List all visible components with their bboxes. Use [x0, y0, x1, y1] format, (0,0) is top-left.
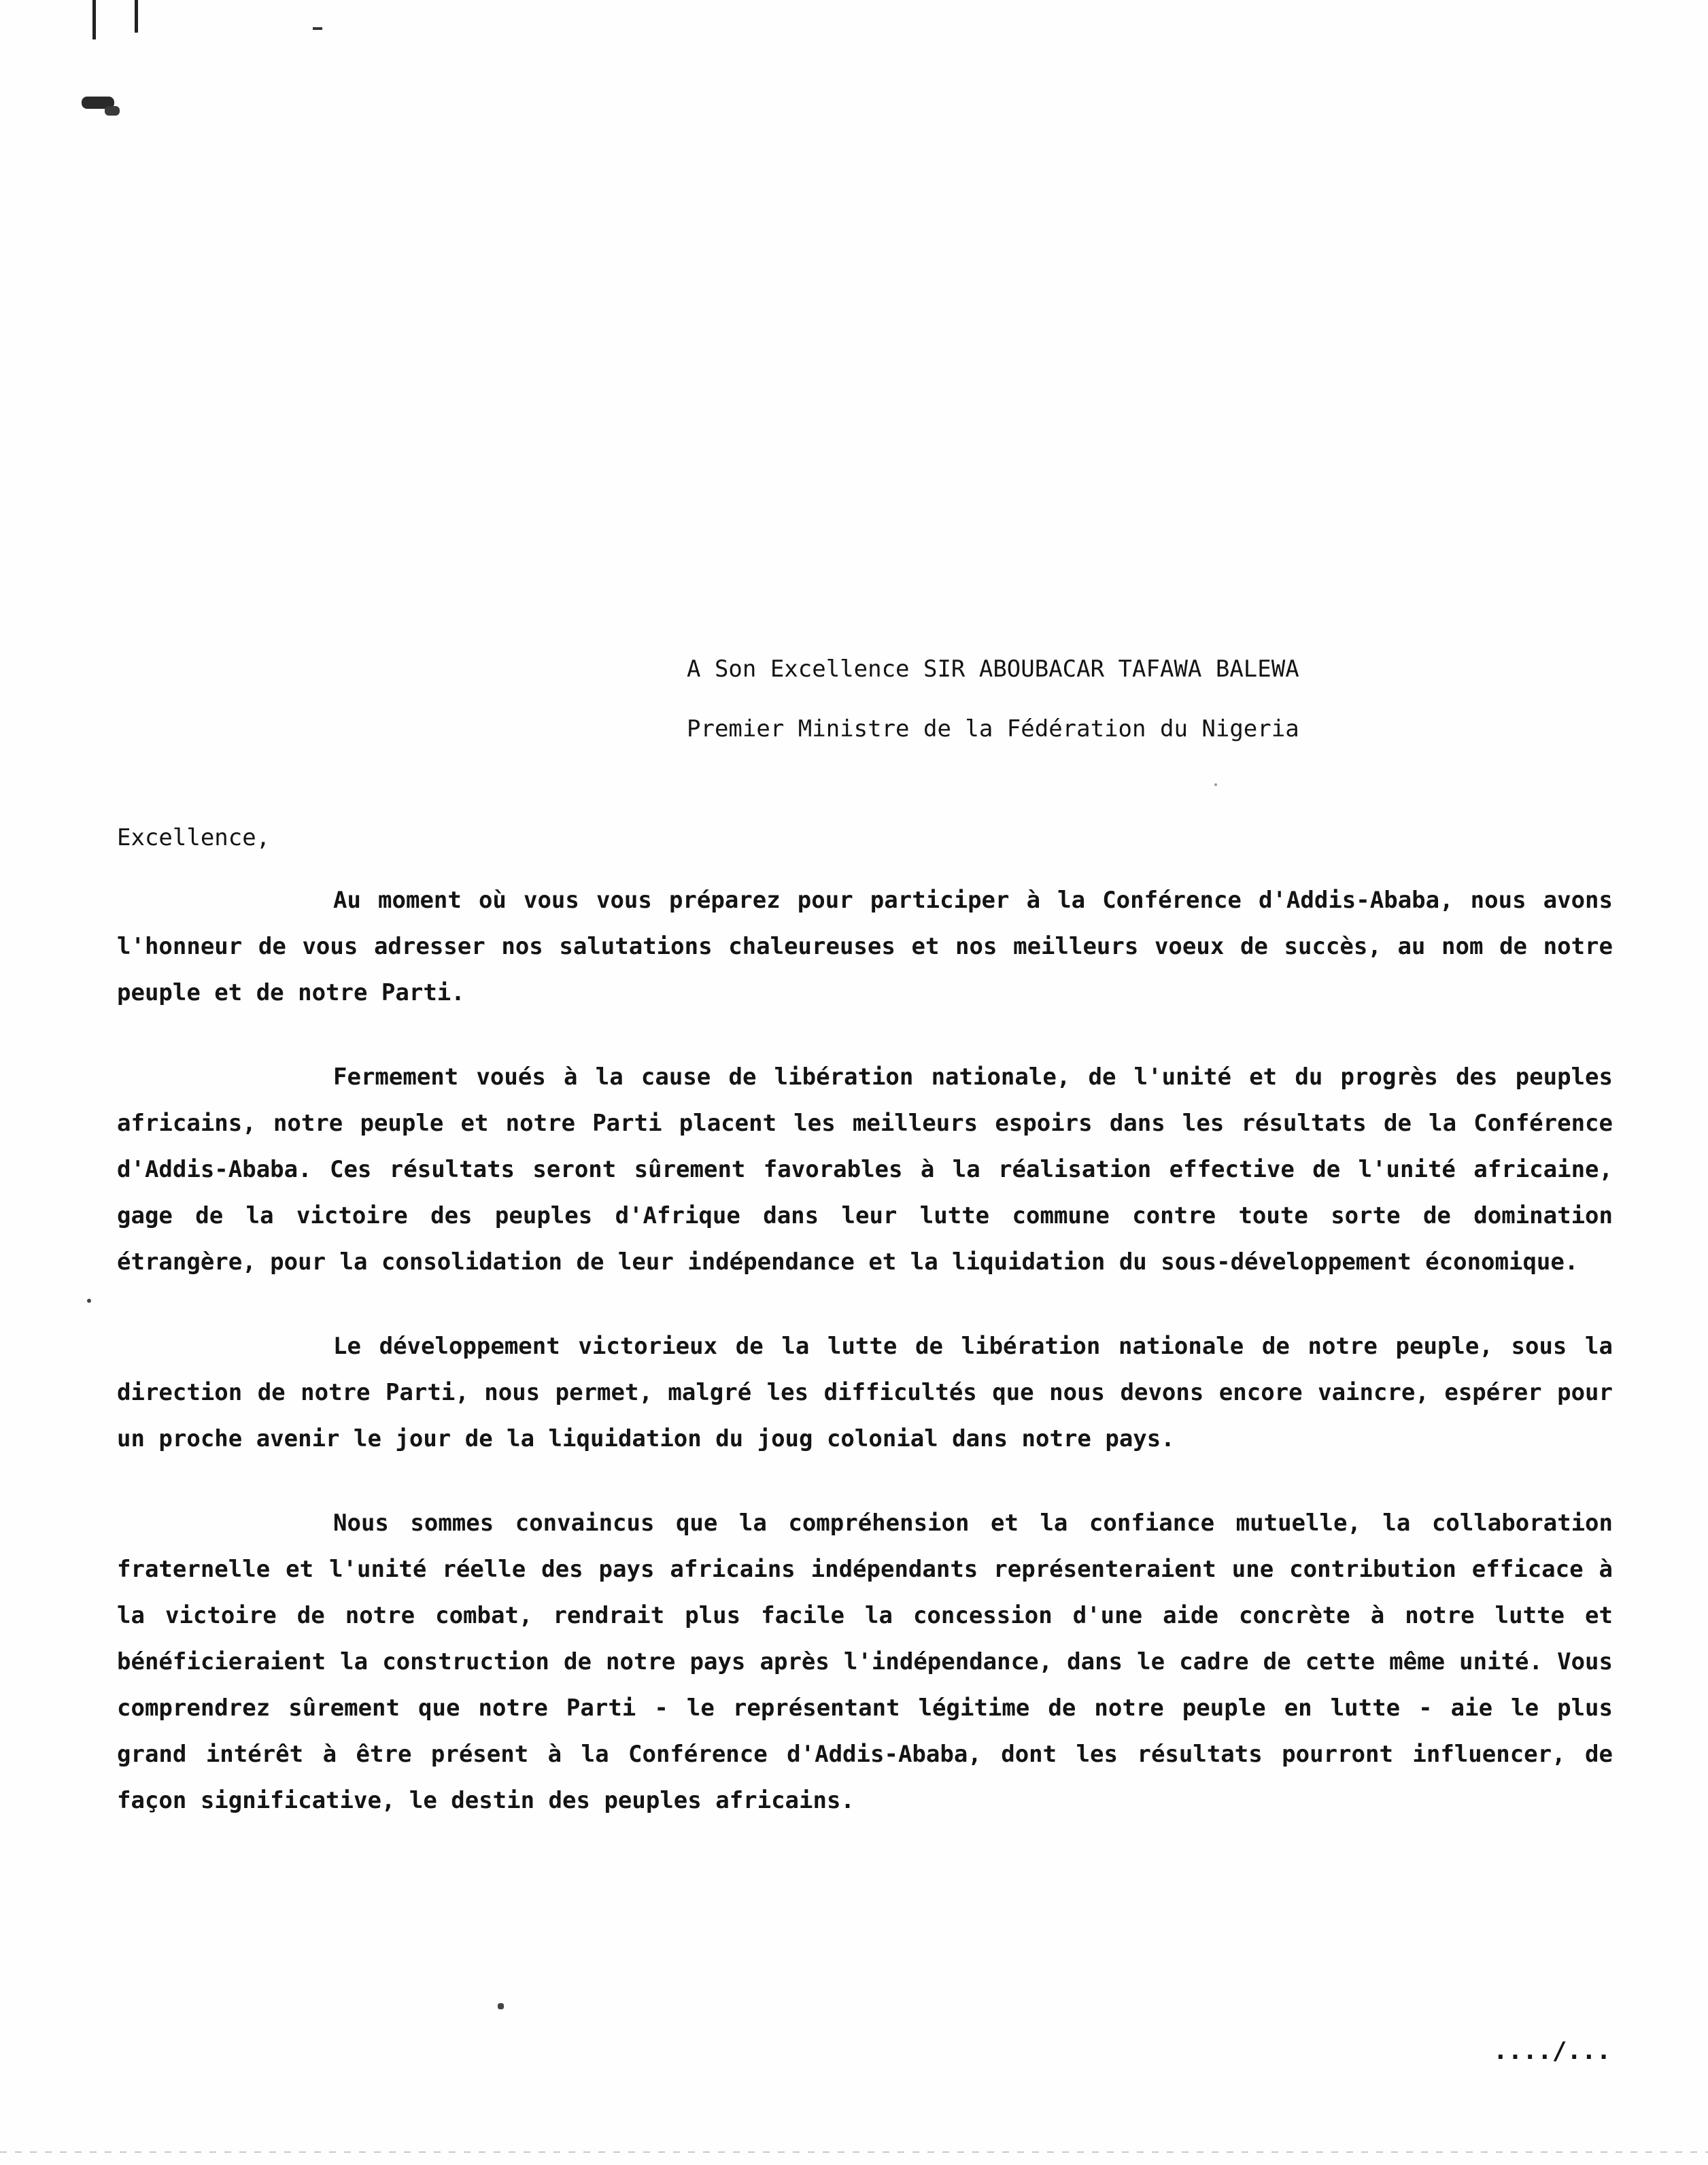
letter-body — [117, 877, 1613, 1862]
ink-speck — [1214, 783, 1217, 786]
addressee-title: Premier Ministre de la Fédération du Nigeria — [687, 715, 1299, 743]
continuation-marker: ..../... — [1493, 2037, 1611, 2065]
scan-artifact — [92, 0, 96, 39]
paragraph-4: Nous sommes convaincus que la compréhension et la confiance mutuelle, la collaboration fraternelle et l'unité réelle des pays africains indépendants représenteraient une contribution efficace à la victoire de notre combat, rendrait plus facile la concession d'une aide concrète à notre lutte et bénéficieraient la construction de notre pays après l'indépendance, dans le cadre de cette même unité. Vous comprendrez sûrement que notre Parti - le représentant légitime de notre peuple en lutte - aie le plus grand intérêt à être présent à la Conférence d'Addis-Ababa, dont les résultats pourront influencer, de façon significative, le destin des peuples africains. — [117, 1510, 1613, 1814]
paragraph-2: Fermement voués à la cause de libération nationale, de l'unité et du progrès des peuples africains, notre peuple et notre Parti placent les meilleurs espoirs dans les résultats de la Conférence d'Addis-Ababa. Ces résultats seront sûrement favorables à la réalisation effective de l'unité africaine, gage de la victoire des peuples d'Afrique dans leur lutte commune contre toute sorte de domination étrangère, pour la consolidation de leur indépendance et la liquidation du sous-développement économique. — [117, 1063, 1613, 1276]
addressee-block — [687, 639, 1299, 759]
scan-artifact — [135, 0, 138, 33]
paragraph-3: Le développement victorieux de la lutte de libération nationale de notre peuple, sous la direction de notre Parti, nous permet, malgré les difficultés que nous devons encore vaincre, espérer pour un proche avenir le jour de la liquidation du joug colonial dans notre pays. — [117, 1333, 1613, 1452]
salutation: Excellence, — [117, 824, 271, 851]
scan-artifact — [313, 27, 322, 30]
ink-speck — [498, 2003, 504, 2009]
paragraph-1: Au moment où vous vous préparez pour participer à la Conférence d'Addis-Ababa, nous avons l'honneur de vous adresser nos salutations chaleureuses et nos meilleurs voeux de succès, au nom de notre peuple et de notre Parti. — [117, 887, 1613, 1006]
addressee-name: A Son Excellence SIR ABOUBACAR TAFAWA BALEWA — [687, 655, 1299, 683]
scan-artifact — [82, 88, 122, 120]
ink-speck — [87, 1299, 91, 1303]
scan-edge — [0, 2151, 1708, 2153]
